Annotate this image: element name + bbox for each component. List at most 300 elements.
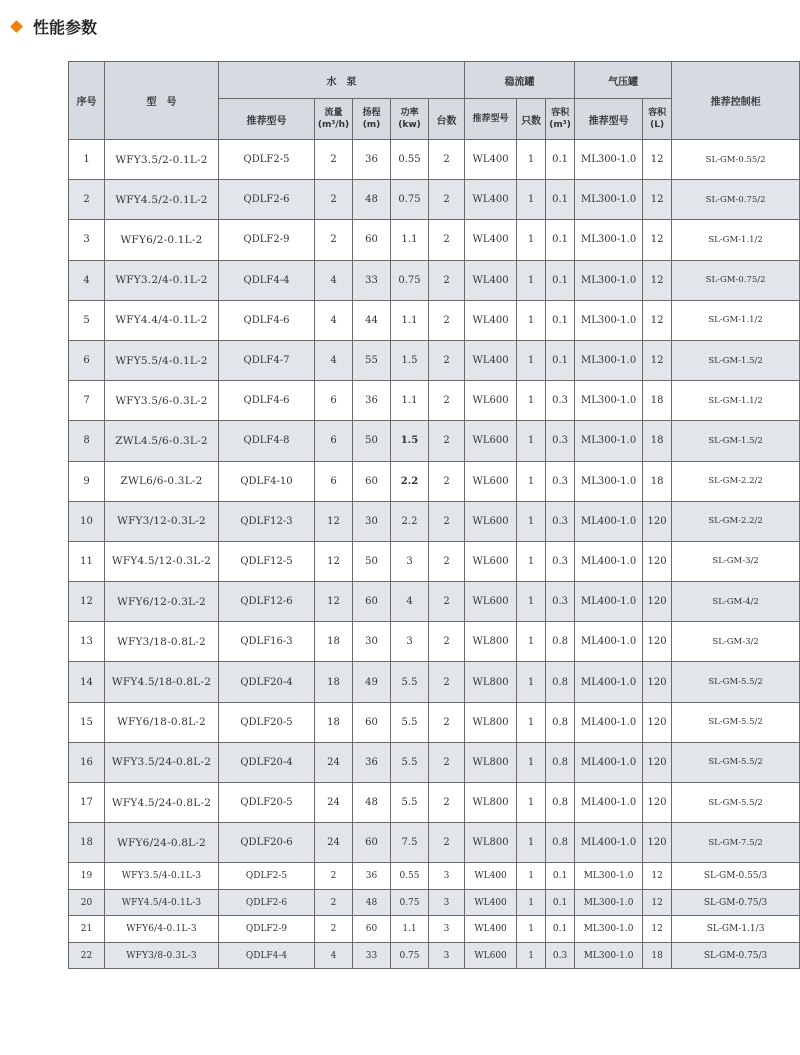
cell-seq: 1	[69, 140, 105, 180]
cell-controller: SL-GM-2.2/2	[672, 501, 800, 541]
cell-power: 5.5	[391, 742, 429, 782]
cell-head: 44	[353, 300, 391, 340]
cell-stab-qty: 1	[517, 916, 546, 943]
cell-head: 49	[353, 662, 391, 702]
cell-flow: 6	[315, 421, 353, 461]
cell-pt-vol: 18	[643, 421, 672, 461]
cell-pt-model: ML400-1.0	[575, 662, 643, 702]
header-stab-qty: 只数	[517, 99, 546, 140]
cell-controller: SL-GM-1.1/2	[672, 300, 800, 340]
cell-flow: 2	[315, 889, 353, 916]
cell-count: 2	[429, 622, 465, 662]
cell-pt-vol: 12	[643, 889, 672, 916]
cell-pump-model: QDLF2-6	[219, 889, 315, 916]
header-stab-vol: 容积 (m³)	[546, 99, 575, 140]
cell-model: WFY4.5/4-0.1L-3	[105, 889, 219, 916]
cell-power: 1.5	[391, 340, 429, 380]
cell-stab-vol: 0.1	[546, 916, 575, 943]
cell-controller: SL-GM-0.75/2	[672, 180, 800, 220]
cell-count: 2	[429, 180, 465, 220]
table-row	[69, 916, 800, 943]
cell-head: 50	[353, 421, 391, 461]
cell-stab-vol: 0.3	[546, 421, 575, 461]
cell-stab-vol: 0.3	[546, 541, 575, 581]
cell-controller: SL-GM-1.5/2	[672, 340, 800, 380]
cell-pump-model: QDLF2-6	[219, 180, 315, 220]
cell-pump-model: QDLF12-5	[219, 541, 315, 581]
cell-pt-model: ML300-1.0	[575, 340, 643, 380]
cell-flow: 2	[315, 863, 353, 890]
cell-stab-qty: 1	[517, 300, 546, 340]
cell-pt-model: ML300-1.0	[575, 220, 643, 260]
cell-stab-vol: 0.1	[546, 180, 575, 220]
cell-pt-vol: 12	[643, 916, 672, 943]
table-row	[69, 421, 800, 461]
cell-power: 1.1	[391, 300, 429, 340]
cell-flow: 4	[315, 300, 353, 340]
cell-flow: 18	[315, 702, 353, 742]
cell-stab-vol: 0.8	[546, 622, 575, 662]
cell-pt-model: ML300-1.0	[575, 140, 643, 180]
cell-seq: 15	[69, 702, 105, 742]
cell-stab-vol: 0.1	[546, 863, 575, 890]
cell-model: WFY3.5/4-0.1L-3	[105, 863, 219, 890]
header-count: 台数	[429, 99, 465, 140]
cell-stab-qty: 1	[517, 702, 546, 742]
cell-stab-vol: 0.3	[546, 942, 575, 969]
cell-flow: 2	[315, 140, 353, 180]
cell-pt-model: ML400-1.0	[575, 783, 643, 823]
cell-pt-vol: 18	[643, 942, 672, 969]
cell-power: 0.75	[391, 889, 429, 916]
cell-power: 5.5	[391, 783, 429, 823]
cell-stab-qty: 1	[517, 863, 546, 890]
cell-model: WFY4.5/18-0.8L-2	[105, 662, 219, 702]
header-model: 型 号	[105, 62, 219, 140]
cell-stab-qty: 1	[517, 582, 546, 622]
header-controller: 推荐控制柜	[672, 62, 800, 140]
cell-controller: SL-GM-0.55/3	[672, 863, 800, 890]
cell-pt-vol: 120	[643, 501, 672, 541]
table-row	[69, 662, 800, 702]
cell-stab-qty: 1	[517, 140, 546, 180]
cell-model: WFY4.4/4-0.1L-2	[105, 300, 219, 340]
cell-controller: SL-GM-1.1/2	[672, 220, 800, 260]
cell-stab-vol: 0.8	[546, 823, 575, 863]
cell-seq: 20	[69, 889, 105, 916]
cell-power: 7.5	[391, 823, 429, 863]
cell-stab-vol: 0.3	[546, 461, 575, 501]
cell-count: 3	[429, 942, 465, 969]
cell-pump-model: QDLF20-4	[219, 742, 315, 782]
cell-controller: SL-GM-0.75/3	[672, 942, 800, 969]
cell-stab-model: WL600	[465, 582, 517, 622]
cell-model: WFY3.5/6-0.3L-2	[105, 381, 219, 421]
table-row	[69, 180, 800, 220]
cell-controller: SL-GM-1.1/2	[672, 381, 800, 421]
cell-stab-vol: 0.1	[546, 220, 575, 260]
cell-count: 2	[429, 260, 465, 300]
header-pt-vol: 容积 (L)	[643, 99, 672, 140]
cell-stab-vol: 0.1	[546, 140, 575, 180]
cell-stab-qty: 1	[517, 461, 546, 501]
cell-controller: SL-GM-7.5/2	[672, 823, 800, 863]
cell-head: 33	[353, 260, 391, 300]
cell-pt-vol: 120	[643, 783, 672, 823]
cell-seq: 13	[69, 622, 105, 662]
cell-stab-qty: 1	[517, 421, 546, 461]
table-row	[69, 300, 800, 340]
cell-pt-model: ML300-1.0	[575, 300, 643, 340]
cell-pt-model: ML400-1.0	[575, 582, 643, 622]
cell-pt-model: ML300-1.0	[575, 916, 643, 943]
cell-flow: 18	[315, 622, 353, 662]
cell-pt-vol: 120	[643, 582, 672, 622]
cell-controller: SL-GM-4/2	[672, 582, 800, 622]
cell-pt-vol: 120	[643, 541, 672, 581]
cell-head: 36	[353, 140, 391, 180]
cell-seq: 21	[69, 916, 105, 943]
cell-controller: SL-GM-0.75/2	[672, 260, 800, 300]
cell-stab-qty: 1	[517, 541, 546, 581]
cell-model: WFY3/18-0.8L-2	[105, 622, 219, 662]
table-row	[69, 220, 800, 260]
table-row	[69, 140, 800, 180]
cell-seq: 17	[69, 783, 105, 823]
cell-stab-vol: 0.1	[546, 260, 575, 300]
cell-stab-model: WL400	[465, 300, 517, 340]
table-row	[69, 889, 800, 916]
cell-pt-model: ML400-1.0	[575, 823, 643, 863]
cell-stab-vol: 0.8	[546, 662, 575, 702]
cell-stab-model: WL600	[465, 381, 517, 421]
cell-pt-model: ML300-1.0	[575, 180, 643, 220]
cell-stab-model: WL400	[465, 863, 517, 890]
cell-pt-model: ML300-1.0	[575, 889, 643, 916]
table-row	[69, 823, 800, 863]
cell-stab-vol: 0.8	[546, 742, 575, 782]
cell-controller: SL-GM-0.55/2	[672, 140, 800, 180]
cell-stab-vol: 0.1	[546, 340, 575, 380]
cell-seq: 3	[69, 220, 105, 260]
table-row	[69, 742, 800, 782]
cell-pump-model: QDLF2-5	[219, 863, 315, 890]
cell-controller: SL-GM-1.1/3	[672, 916, 800, 943]
cell-model: WFY3.2/4-0.1L-2	[105, 260, 219, 300]
cell-seq: 9	[69, 461, 105, 501]
cell-flow: 6	[315, 461, 353, 501]
cell-count: 2	[429, 140, 465, 180]
cell-stab-qty: 1	[517, 783, 546, 823]
cell-pt-vol: 12	[643, 863, 672, 890]
cell-power: 0.75	[391, 942, 429, 969]
cell-count: 2	[429, 582, 465, 622]
cell-head: 48	[353, 180, 391, 220]
table-row	[69, 260, 800, 300]
cell-model: ZWL4.5/6-0.3L-2	[105, 421, 219, 461]
cell-count: 2	[429, 220, 465, 260]
section-header	[8, 12, 97, 40]
cell-pt-vol: 120	[643, 622, 672, 662]
cell-pump-model: QDLF4-7	[219, 340, 315, 380]
cell-stab-model: WL800	[465, 662, 517, 702]
table-row	[69, 461, 800, 501]
table-row	[69, 501, 800, 541]
cell-seq: 22	[69, 942, 105, 969]
cell-seq: 14	[69, 662, 105, 702]
cell-power: 1.1	[391, 916, 429, 943]
header-pressure-tank: 气压罐	[575, 62, 672, 99]
cell-stab-model: WL600	[465, 421, 517, 461]
cell-stab-model: WL600	[465, 461, 517, 501]
cell-head: 60	[353, 220, 391, 260]
cell-model: WFY6/2-0.1L-2	[105, 220, 219, 260]
cell-stab-vol: 0.8	[546, 702, 575, 742]
cell-controller: SL-GM-5.5/2	[672, 662, 800, 702]
cell-head: 30	[353, 501, 391, 541]
cell-power: 2.2	[391, 461, 429, 501]
cell-head: 36	[353, 381, 391, 421]
cell-stab-qty: 1	[517, 823, 546, 863]
cell-seq: 5	[69, 300, 105, 340]
cell-power: 0.55	[391, 140, 429, 180]
cell-pt-vol: 12	[643, 300, 672, 340]
cell-model: WFY4.5/12-0.3L-2	[105, 541, 219, 581]
cell-flow: 12	[315, 541, 353, 581]
cell-count: 2	[429, 541, 465, 581]
cell-controller: SL-GM-5.5/2	[672, 702, 800, 742]
cell-flow: 2	[315, 180, 353, 220]
cell-power: 5.5	[391, 702, 429, 742]
cell-pt-vol: 120	[643, 823, 672, 863]
spec-table-container	[68, 61, 799, 969]
cell-pump-model: QDLF16-3	[219, 622, 315, 662]
cell-head: 50	[353, 541, 391, 581]
cell-model: WFY3.5/2-0.1L-2	[105, 140, 219, 180]
cell-count: 3	[429, 916, 465, 943]
header-seq: 序号	[69, 62, 105, 140]
cell-head: 30	[353, 622, 391, 662]
cell-stab-model: WL400	[465, 220, 517, 260]
header-head: 扬程 (m)	[353, 99, 391, 140]
cell-stab-qty: 1	[517, 942, 546, 969]
cell-stab-model: WL600	[465, 541, 517, 581]
cell-pt-model: ML400-1.0	[575, 501, 643, 541]
cell-model: WFY6/24-0.8L-2	[105, 823, 219, 863]
cell-power: 0.75	[391, 260, 429, 300]
cell-stab-model: WL800	[465, 702, 517, 742]
cell-pt-vol: 12	[643, 140, 672, 180]
cell-pt-model: ML400-1.0	[575, 622, 643, 662]
cell-seq: 7	[69, 381, 105, 421]
cell-seq: 10	[69, 501, 105, 541]
cell-seq: 19	[69, 863, 105, 890]
cell-flow: 24	[315, 742, 353, 782]
cell-count: 3	[429, 863, 465, 890]
cell-count: 3	[429, 889, 465, 916]
cell-pt-vol: 18	[643, 381, 672, 421]
cell-pump-model: QDLF4-6	[219, 300, 315, 340]
cell-flow: 4	[315, 942, 353, 969]
cell-seq: 16	[69, 742, 105, 782]
cell-head: 48	[353, 889, 391, 916]
cell-pt-vol: 12	[643, 260, 672, 300]
cell-pt-vol: 120	[643, 662, 672, 702]
cell-seq: 8	[69, 421, 105, 461]
cell-power: 0.55	[391, 863, 429, 890]
cell-model: WFY4.5/24-0.8L-2	[105, 783, 219, 823]
cell-pt-vol: 120	[643, 742, 672, 782]
cell-controller: SL-GM-2.2/2	[672, 461, 800, 501]
cell-controller: SL-GM-3/2	[672, 541, 800, 581]
table-row	[69, 541, 800, 581]
cell-head: 48	[353, 783, 391, 823]
cell-flow: 2	[315, 916, 353, 943]
cell-pt-model: ML400-1.0	[575, 541, 643, 581]
cell-flow: 4	[315, 260, 353, 300]
cell-stab-model: WL400	[465, 260, 517, 300]
cell-power: 3	[391, 541, 429, 581]
cell-pt-vol: 18	[643, 461, 672, 501]
cell-stab-model: WL800	[465, 742, 517, 782]
header-flow: 流量 (m³/h)	[315, 99, 353, 140]
header-stab-model: 推荐型号	[465, 99, 517, 140]
cell-stab-model: WL600	[465, 501, 517, 541]
header-pump: 水 泵	[219, 62, 465, 99]
cell-head: 60	[353, 702, 391, 742]
cell-pump-model: QDLF2-9	[219, 916, 315, 943]
cell-head: 33	[353, 942, 391, 969]
cell-count: 2	[429, 300, 465, 340]
cell-pt-model: ML300-1.0	[575, 942, 643, 969]
cell-stab-qty: 1	[517, 889, 546, 916]
cell-stab-model: WL400	[465, 340, 517, 380]
cell-controller: SL-GM-5.5/2	[672, 742, 800, 782]
cell-seq: 12	[69, 582, 105, 622]
cell-pt-vol: 12	[643, 180, 672, 220]
cell-stab-qty: 1	[517, 220, 546, 260]
cell-stab-qty: 1	[517, 622, 546, 662]
cell-stab-qty: 1	[517, 260, 546, 300]
cell-count: 2	[429, 421, 465, 461]
cell-stab-vol: 0.3	[546, 582, 575, 622]
table-body	[69, 140, 800, 969]
cell-pt-model: ML300-1.0	[575, 461, 643, 501]
cell-stab-vol: 0.1	[546, 300, 575, 340]
cell-stab-model: WL800	[465, 622, 517, 662]
cell-pt-vol: 12	[643, 220, 672, 260]
cell-stab-model: WL600	[465, 942, 517, 969]
cell-pump-model: QDLF12-6	[219, 582, 315, 622]
cell-model: WFY6/18-0.8L-2	[105, 702, 219, 742]
cell-model: WFY5.5/4-0.1L-2	[105, 340, 219, 380]
cell-controller: SL-GM-5.5/2	[672, 783, 800, 823]
cell-stab-model: WL400	[465, 916, 517, 943]
cell-count: 2	[429, 340, 465, 380]
cell-model: WFY6/4-0.1L-3	[105, 916, 219, 943]
cell-head: 55	[353, 340, 391, 380]
cell-pump-model: QDLF20-4	[219, 662, 315, 702]
cell-pump-model: QDLF2-9	[219, 220, 315, 260]
cell-count: 2	[429, 702, 465, 742]
cell-count: 2	[429, 742, 465, 782]
table-header-row-1	[69, 62, 800, 99]
cell-model: WFY3/12-0.3L-2	[105, 501, 219, 541]
cell-seq: 4	[69, 260, 105, 300]
cell-stab-vol: 0.3	[546, 501, 575, 541]
cell-controller: SL-GM-0.75/3	[672, 889, 800, 916]
cell-stab-vol: 0.3	[546, 381, 575, 421]
cell-pt-model: ML300-1.0	[575, 381, 643, 421]
cell-power: 1.1	[391, 220, 429, 260]
cell-head: 60	[353, 582, 391, 622]
header-power: 功率 (kw)	[391, 99, 429, 140]
cell-pump-model: QDLF20-6	[219, 823, 315, 863]
header-stabilizer: 稳流罐	[465, 62, 575, 99]
cell-controller: SL-GM-3/2	[672, 622, 800, 662]
cell-flow: 4	[315, 340, 353, 380]
table-row	[69, 381, 800, 421]
cell-pt-vol: 12	[643, 340, 672, 380]
diamond-bullet-icon	[10, 20, 23, 33]
cell-model: ZWL6/6-0.3L-2	[105, 461, 219, 501]
cell-count: 2	[429, 783, 465, 823]
cell-pump-model: QDLF20-5	[219, 783, 315, 823]
cell-flow: 24	[315, 823, 353, 863]
cell-pump-model: QDLF2-5	[219, 140, 315, 180]
cell-pump-model: QDLF12-3	[219, 501, 315, 541]
cell-flow: 12	[315, 582, 353, 622]
cell-model: WFY3.5/24-0.8L-2	[105, 742, 219, 782]
cell-count: 2	[429, 381, 465, 421]
cell-stab-qty: 1	[517, 381, 546, 421]
cell-model: WFY6/12-0.3L-2	[105, 582, 219, 622]
header-pump-model: 推荐型号	[219, 99, 315, 140]
cell-power: 3	[391, 622, 429, 662]
cell-head: 60	[353, 916, 391, 943]
cell-power: 2.2	[391, 501, 429, 541]
cell-stab-model: WL800	[465, 783, 517, 823]
table-row	[69, 863, 800, 890]
cell-pump-model: QDLF4-6	[219, 381, 315, 421]
cell-stab-qty: 1	[517, 501, 546, 541]
cell-stab-qty: 1	[517, 340, 546, 380]
cell-count: 2	[429, 501, 465, 541]
cell-power: 5.5	[391, 662, 429, 702]
spec-table	[68, 61, 800, 969]
cell-pump-model: QDLF4-10	[219, 461, 315, 501]
section-title: 性能参数	[33, 17, 98, 37]
cell-model: WFY3/8-0.3L-3	[105, 942, 219, 969]
cell-pump-model: QDLF4-4	[219, 260, 315, 300]
cell-pt-vol: 120	[643, 702, 672, 742]
cell-flow: 6	[315, 381, 353, 421]
cell-power: 1.1	[391, 381, 429, 421]
cell-head: 60	[353, 823, 391, 863]
cell-stab-vol: 0.8	[546, 783, 575, 823]
table-row	[69, 942, 800, 969]
table-row	[69, 582, 800, 622]
cell-flow: 18	[315, 662, 353, 702]
cell-head: 36	[353, 863, 391, 890]
cell-pump-model: QDLF4-4	[219, 942, 315, 969]
cell-pump-model: QDLF20-5	[219, 702, 315, 742]
cell-stab-model: WL800	[465, 823, 517, 863]
cell-stab-vol: 0.1	[546, 889, 575, 916]
cell-stab-model: WL400	[465, 140, 517, 180]
cell-flow: 2	[315, 220, 353, 260]
cell-count: 2	[429, 461, 465, 501]
